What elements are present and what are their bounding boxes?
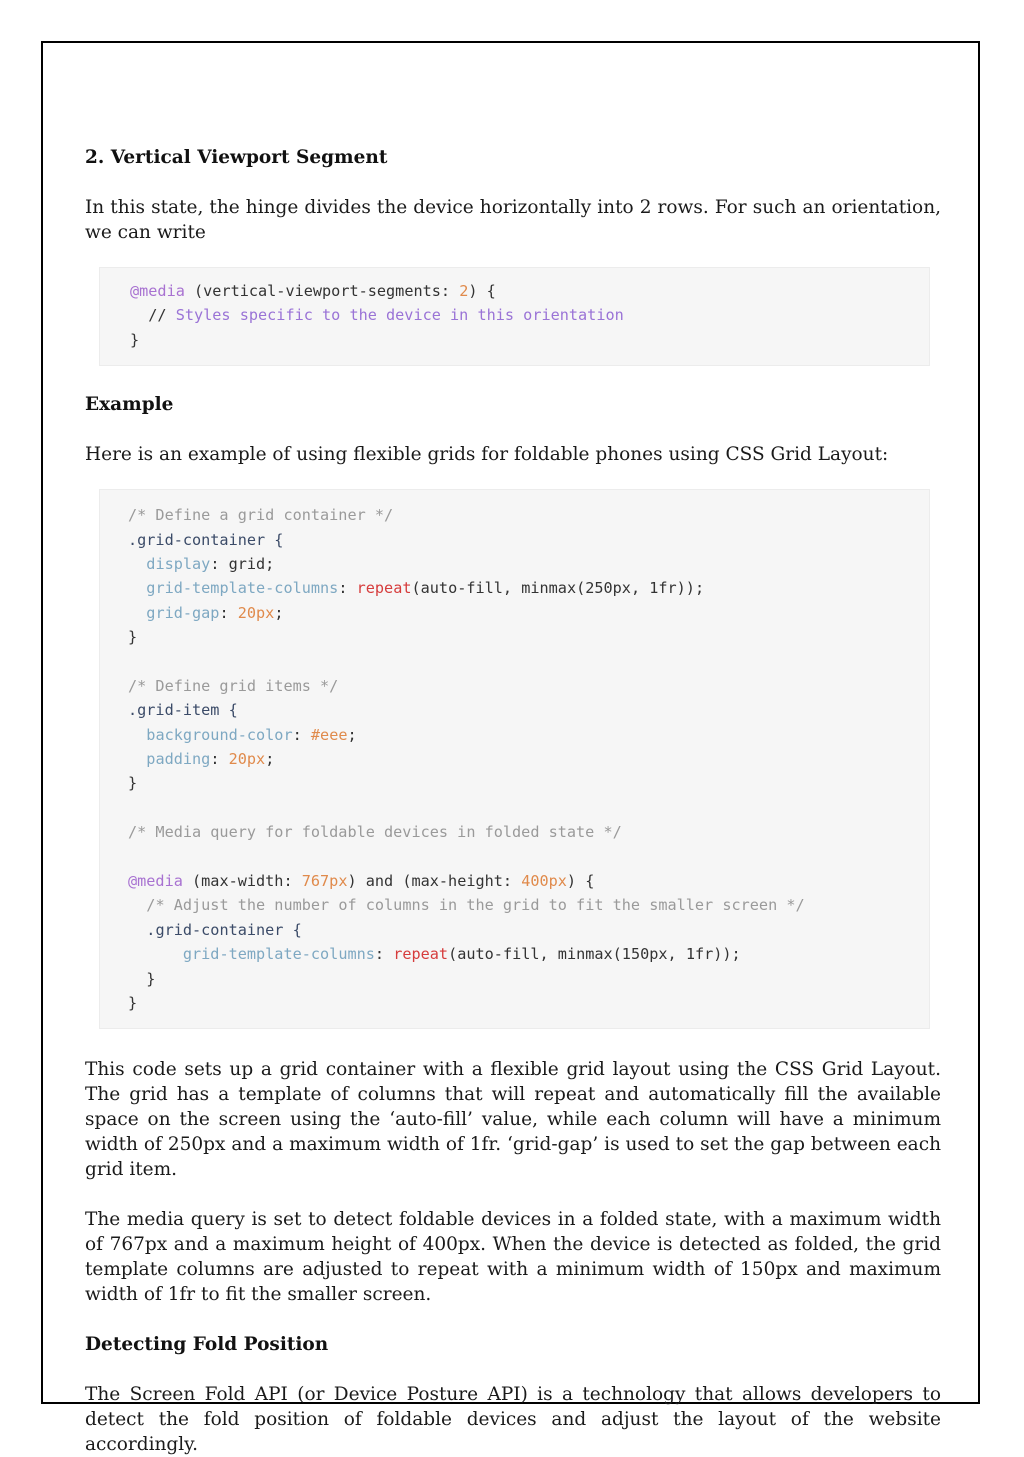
code-line: /* Define grid items */ xyxy=(128,676,339,695)
example-heading: Example xyxy=(85,394,174,416)
code-line: grid-gap: 20px; xyxy=(146,603,284,622)
code-line: .grid-item { xyxy=(128,701,238,720)
code-line: display: grid; xyxy=(146,554,275,573)
example-intro: Here is an example of using flexible grids for foldable phones using CSS Grid Layout: xyxy=(85,444,889,466)
section-heading: 2. Vertical Viewport Segment xyxy=(85,147,388,168)
explanation-paragraph-1: This code sets up a grid container with a flexible grid layout using the CSS Grid Layout. The grid has a template of columns that will repeat and automatically fill the available space on the screen using the ‘auto-fill’ value, while each column will have a minimum width of 250px and a maximum width of 1fr. ‘grid-gap’ is used to set the gap between each grid item. xyxy=(85,1059,941,1181)
explanation-paragraph-2: The media query is set to detect foldable devices in a folded state, with a maximum width of 767px and a maximum height of 400px. When the device is detected as folded, the grid template columns are adjusted to repeat with a minimum width of 150px and maximum width of 1fr to fit the smaller screen. xyxy=(85,1209,941,1306)
code-line: .grid-container { xyxy=(146,920,302,939)
code-line: /* Media query for foldable devices in folded state */ xyxy=(128,823,622,842)
code-line: @media (vertical-viewport-segments: 2) { xyxy=(130,282,496,300)
code-line: } xyxy=(146,969,156,988)
code-line: } xyxy=(128,993,138,1012)
code-line: } xyxy=(128,774,138,793)
code-line xyxy=(128,796,929,820)
code-line: } xyxy=(130,330,140,349)
code-line: grid-template-columns: repeat(auto-fill, minmax(150px, 1fr)); xyxy=(182,945,741,964)
code-line xyxy=(128,845,929,869)
code-line: } xyxy=(128,628,138,647)
code-block-grid-example xyxy=(99,489,930,1029)
page-frame xyxy=(41,41,980,1456)
fold-paragraph: The Screen Fold API (or Device Posture API) is a technology that allows developers to detect the fold position of foldable devices and adjust the layout of the website accordingly. xyxy=(85,1384,941,1456)
fold-heading: Detecting Fold Position xyxy=(85,1334,329,1356)
code-line: @media (max-width: 767px) and (max-height: 400px) { xyxy=(128,872,595,891)
code-line xyxy=(128,650,929,674)
document-body xyxy=(85,145,941,1457)
code-line: /* Define a grid container */ xyxy=(128,506,394,525)
code-line: background-color: #eee; xyxy=(146,725,357,744)
code-line: grid-template-columns: repeat(auto-fill, minmax(250px, 1fr)); xyxy=(146,579,705,598)
code-block-viewport-segments xyxy=(99,267,930,366)
code-line: .grid-container { xyxy=(128,530,284,549)
intro-paragraph: In this state, the hinge divides the device horizontally into 2 rows. For such an orientation, we can write xyxy=(85,197,941,243)
code-line: padding: 20px; xyxy=(146,750,275,769)
code-line: /* Adjust the number of columns in the grid to fit the smaller screen */ xyxy=(146,896,805,915)
code-line: // Styles specific to the device in this orientation xyxy=(130,306,624,325)
